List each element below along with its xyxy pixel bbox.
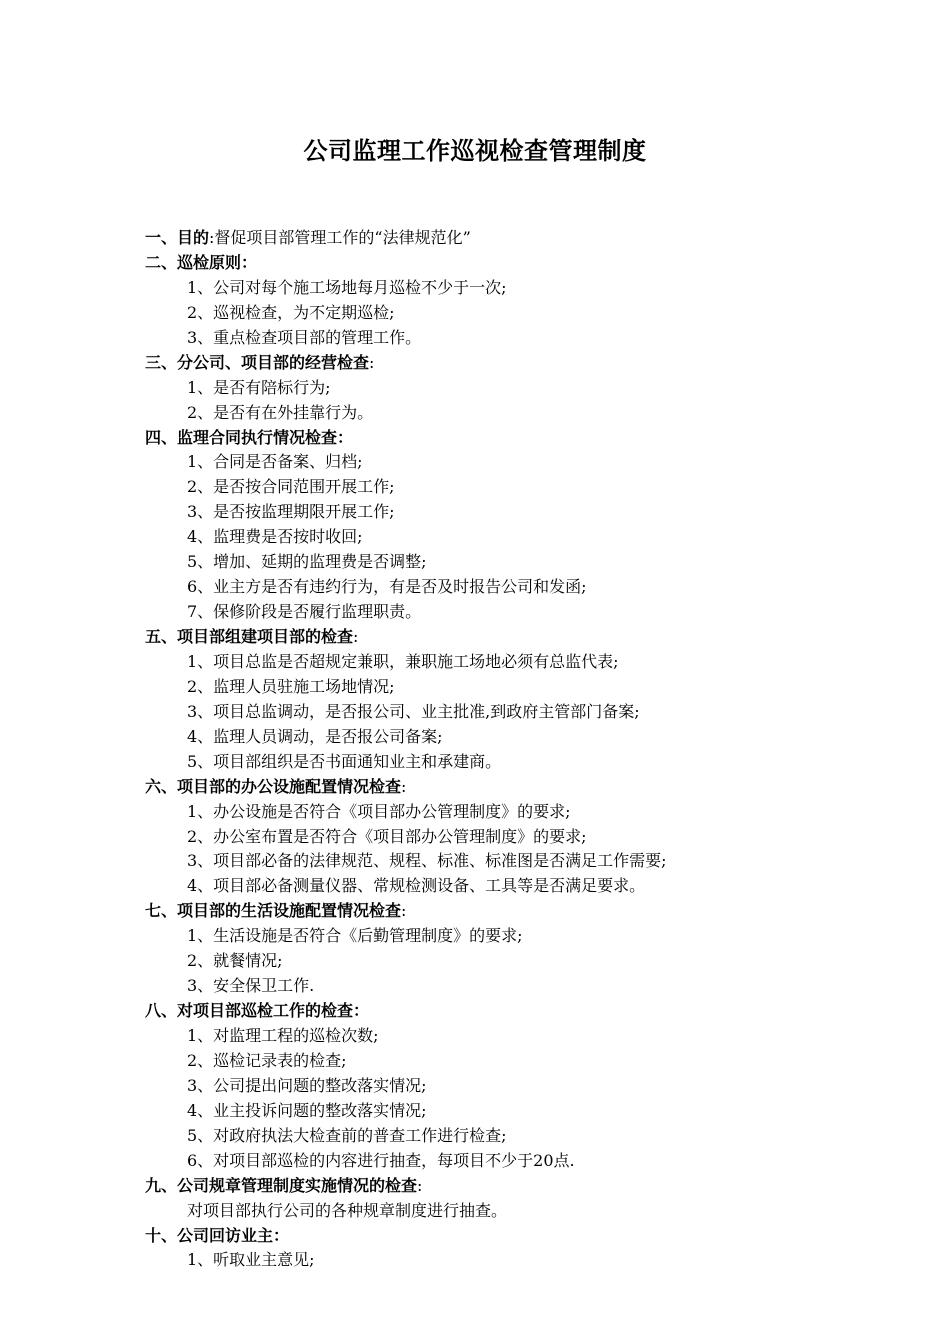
section-heading-text: :督促项目部管理工作的“法律规范化” (209, 228, 471, 247)
section-heading (145, 999, 925, 1024)
list-item: 1、办公设施是否符合《项目部办公管理制度》的要求; (187, 801, 571, 821)
section-heading (145, 625, 925, 650)
list-item: 2、巡检记录表的检查; (187, 1050, 347, 1070)
list-item: 5、增加、延期的监理费是否调整; (187, 552, 427, 572)
section-heading (145, 775, 925, 800)
section-heading (145, 1224, 925, 1249)
section-heading-label: 五、项目部组建项目部的检查 (145, 627, 354, 646)
list-item: 6、对项目部巡检的内容进行抽查，每项目不少于20点. (187, 1150, 575, 1170)
section-heading-label: 三、分公司、项目部的经营检查 (145, 352, 370, 372)
list-item: 3、安全保卫工作. (187, 976, 315, 996)
section-heading (145, 899, 925, 924)
list-item: 3、是否按监理期限开展工作; (187, 502, 395, 522)
list-item: 对项目部执行公司的各种规章制度进行抽查。 (187, 1200, 508, 1220)
list-item: 2、办公室布置是否符合《项目部办公管理制度》的要求; (187, 826, 587, 846)
section-heading (145, 426, 925, 451)
section-heading-label: 十、公司回访业主： (145, 1225, 290, 1245)
list-item: 1、项目总监是否超规定兼职，兼职施工场地必须有总监代表; (187, 651, 619, 671)
list-item: 2、是否按合同范围开展工作; (187, 477, 395, 497)
section-heading-label: 九、公司规章管理制度实施情况的检查 (145, 1175, 418, 1195)
section-heading (145, 1174, 925, 1199)
list-item: 1、合同是否备案、归档; (187, 452, 363, 472)
document-title: 公司监理工作巡视检查管理制度 (303, 137, 647, 165)
section-heading-label: 二、巡检原则： (145, 252, 258, 272)
list-item: 2、就餐情况; (187, 951, 283, 971)
list-item: 1、生活设施是否符合《后勤管理制度》的要求; (187, 926, 523, 946)
section-heading-text: : (417, 1175, 423, 1195)
document-body (145, 226, 925, 1273)
list-item: 5、对政府执法大检查前的普查工作进行检查; (187, 1125, 507, 1145)
list-item: 2、巡视检查，为不定期巡检; (187, 302, 395, 322)
section-heading (145, 226, 925, 251)
list-item: 5、项目部组织是否书面通知业主和承建商。 (187, 751, 502, 771)
list-item: 4、项目部必备测量仪器、常规检测设备、工具等是否满足要求。 (187, 876, 646, 896)
section-heading-label: 八、对项目部巡检工作的检查： (145, 1001, 370, 1021)
section-heading-label: 一、目的 (145, 228, 210, 247)
section-heading-label: 七、项目部的生活设施配置情况检查 (145, 901, 402, 921)
list-item: 6、业主方是否有违约行为，有是否及时报告公司和发函; (187, 577, 587, 597)
list-item: 1、是否有陪标行为; (187, 377, 331, 397)
section-heading-text: : (401, 901, 407, 921)
list-item: 1、听取业主意见; (187, 1250, 315, 1270)
list-item: 7、保修阶段是否履行监理职责。 (187, 602, 422, 622)
list-item: 2、是否有在外挂靠行为。 (187, 402, 374, 422)
list-item: 4、监理费是否按时收回; (187, 527, 363, 547)
section-heading-label: 六、项目部的办公设施配置情况检查 (145, 776, 402, 796)
list-item: 1、对监理工程的巡检次数; (187, 1026, 379, 1045)
list-item: 3、公司提出问题的整改落实情况; (187, 1075, 427, 1095)
list-item: 4、业主投诉问题的整改落实情况; (187, 1100, 427, 1120)
section-heading (145, 251, 925, 276)
list-item: 3、项目总监调动，是否报公司、业主批准,到政府主管部门备案; (187, 701, 640, 721)
section-heading-label: 四、监理合同执行情况检查： (145, 427, 354, 447)
list-item: 3、重点检查项目部的管理工作。 (187, 327, 422, 347)
section-heading-text: : (353, 627, 359, 646)
list-item: 2、监理人员驻施工场地情况; (187, 676, 395, 696)
section-heading (145, 351, 925, 376)
section-heading-text: : (401, 776, 407, 796)
list-item: 4、监理人员调动，是否报公司备案; (187, 726, 443, 746)
list-item: 3、项目部必备的法律规范、规程、标准、标准图是否满足工作需要; (187, 851, 667, 871)
list-item: 1、公司对每个施工场地每月巡检不少于一次; (187, 277, 507, 297)
section-heading-text: : (369, 352, 375, 372)
